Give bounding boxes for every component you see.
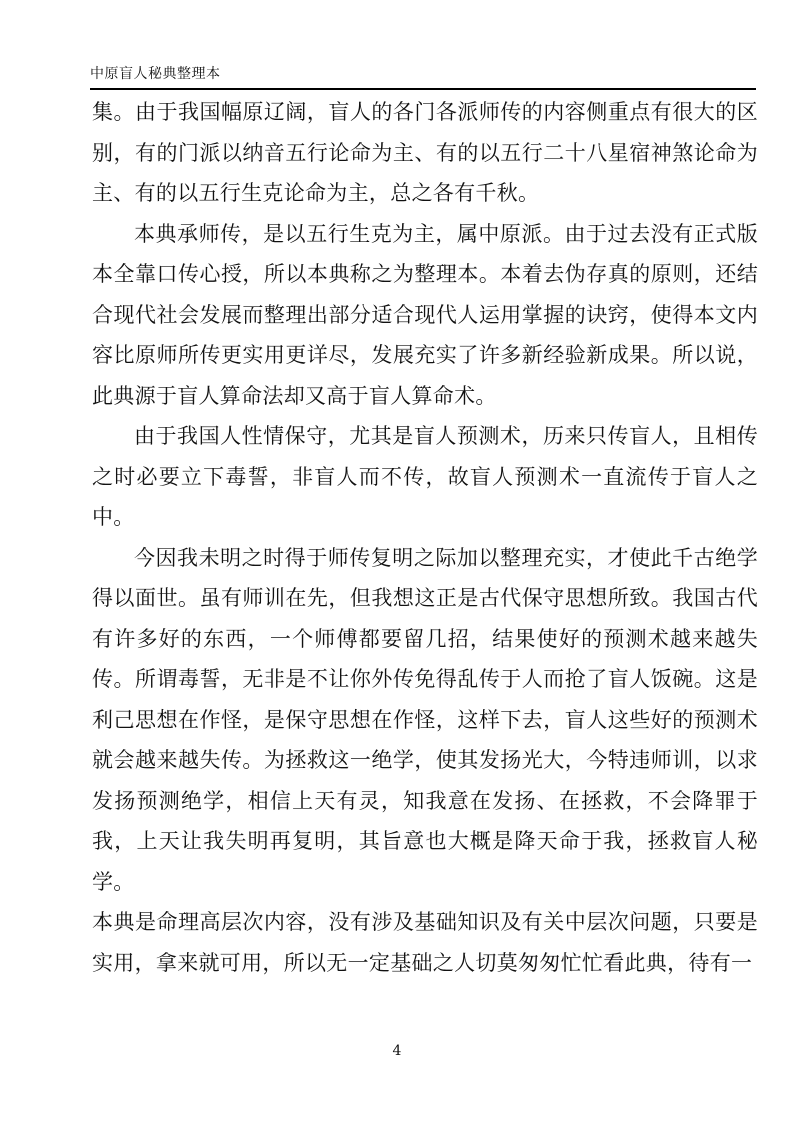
paragraph: 本典承师传，是以五行生克为主，属中原派。由于过去没有正式版本全靠口传心授，所以本典称之为整理本。本着去伪存真的原则，还结合现代社会发展而整理出部分适合现代人运用掌握的诀窍，使得本文内容比原师所传更实用更详尽，发展充实了许多新经验新成果。所以说，此典源于盲人算命法却又高于盲人算命术。: [92, 221, 758, 408]
running-header: [90, 64, 756, 86]
paragraph-continuation: 集。由于我国幅原辽阔，盲人的各门各派师传的内容侧重点有很大的区别，有的门派以纳音五行论命为主、有的以五行二十八星宿神煞论命为主、有的以五行生克论命为主，总之各有千秋。: [92, 100, 758, 205]
header-title: 中原盲人秘典整理本: [90, 66, 221, 82]
paragraph: 今因我未明之时得于师传复明之际加以整理充实，才使此千古绝学得以面世。虽有师训在先，但我想这正是古代保守思想所致。我国古代有许多好的东西，一个师傅都要留几招，结果使好的预测术越来越失传。所谓毒誓，无非是不让你外传免得乱传于人而抢了盲人饭碗。这是利己思想在作怪，是保守思想在作怪，这样下去，盲人这些好的预测术就会越来越失传。为拯救这一绝学，使其发扬光大，今特违师训，以求发扬预测绝学，相信上天有灵，知我意在发扬、在拯救，不会降罪于我，上天让我失明再复明，其旨意也大概是降天命于我，拯救盲人秘学。: [92, 545, 758, 894]
paragraph: 由于我国人性情保守，尤其是盲人预测术，历来只传盲人，且相传之时必要立下毒誓，非盲人而不传，故盲人预测术一直流传于盲人之中。: [92, 424, 758, 529]
body-text: [92, 92, 758, 983]
paragraph: 本典是命理高层次内容，没有涉及基础知识及有关中层次问题，只要是实用，拿来就可用，所以无一定基础之人切莫匆匆忙忙看此典，待有一: [92, 910, 758, 975]
header-divider: [90, 88, 756, 90]
page-number: 4: [392, 1043, 402, 1059]
